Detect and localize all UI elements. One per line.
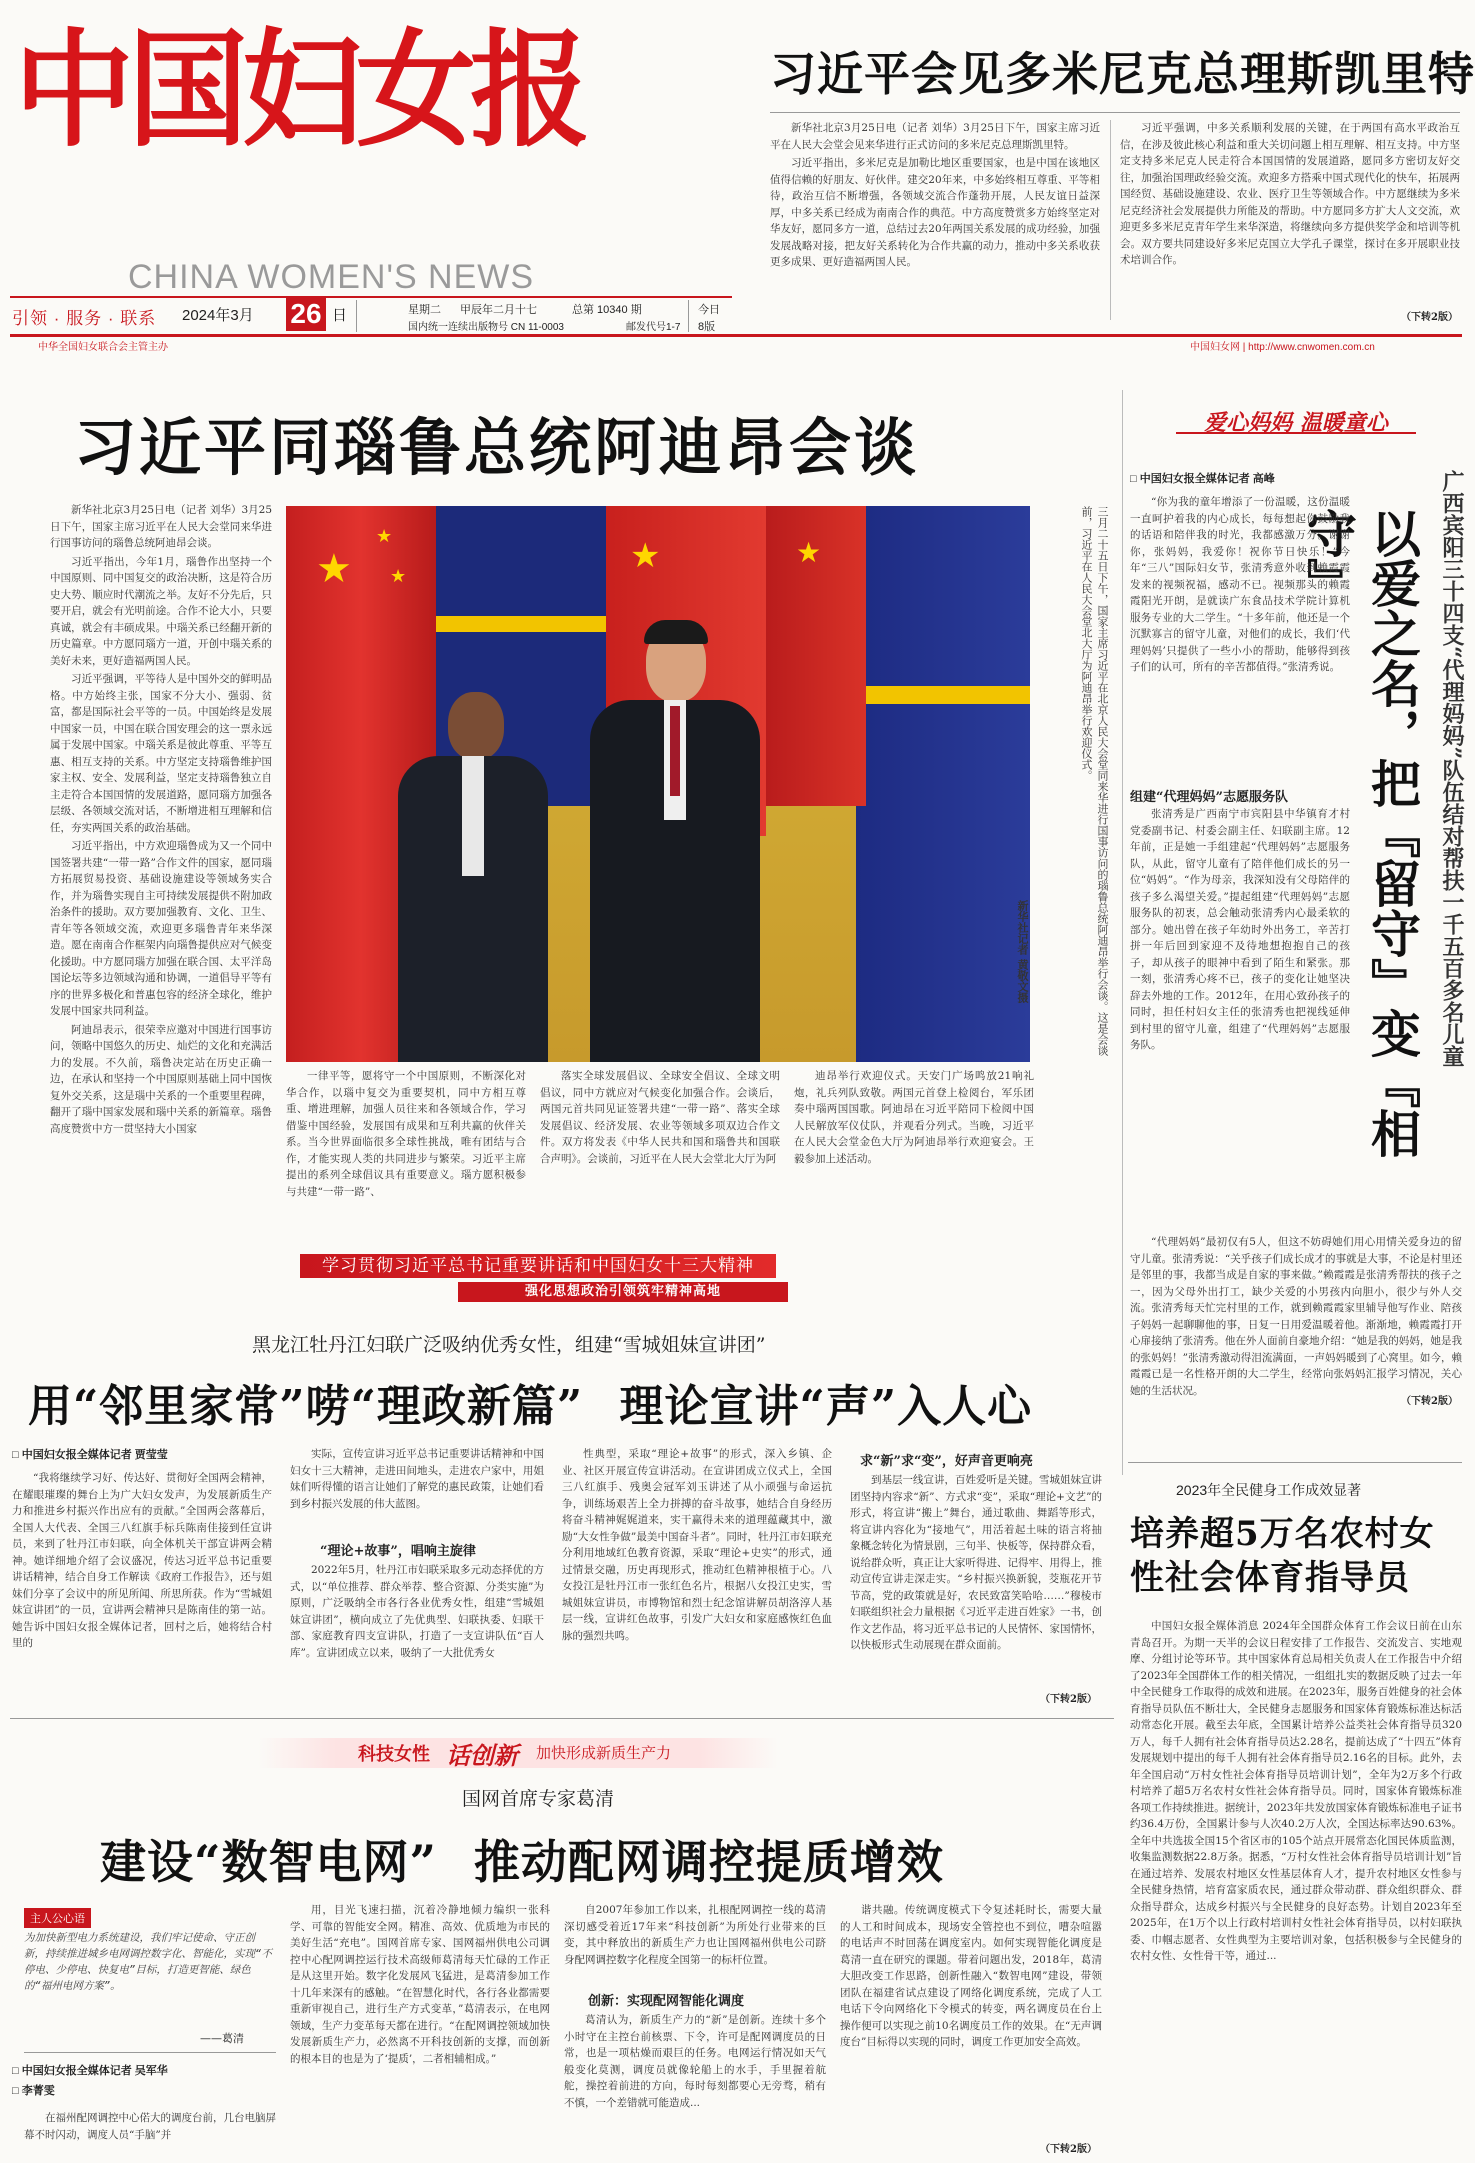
- lecture-headline[interactable]: 用“邻里家常”唠“理政新篇” 理论宣讲“声”入人心: [28, 1381, 1033, 1432]
- masthead-cn: 国内统一连续出版物号 CN 11-0003: [408, 322, 564, 333]
- right-story-byline: □ 中国妇女报全媒体记者 高峰: [1130, 473, 1275, 485]
- quote-box: 为加快新型电力系统建设，我们牢记使命、守正创新，持续推进城乡电网调控数字化、智能化，实现“不停电、少停电、快复电”目标，打造更智能、绿色的“福州电网方案”。: [24, 1932, 272, 1992]
- masthead-title: 中国妇女报: [14, 16, 584, 165]
- fitness-kicker: 2023年全民健身工作成效显著: [1176, 1482, 1362, 1498]
- fitness-body: 中国妇女报全媒体消息 2024年全国群众体育工作会议日前在山东青岛召开。为期一天半的会议日程安排了工作报告、交流发言、实地观摩、分组讨论等环节。其中国家体育总局相关负责人在工作报告中介绍了2023年全国群体工作的相关情况，一组组扎实的数据反映了过去一年中全民健身工作取得的成效和进展。在2023年，服务百姓健身的社会体育指导员队伍不断壮大，全民健身志愿服务和国家体育锻炼标准达标活动常态化开展。截至去年底，全国累计培养公益类社会体育指导员320万人，每千人拥有社会体育指导员达2.28名，提前达成了“十四五”体育发展规划中提出的每千人拥有社会体育指导员2.16名的目标。此外，去年全国启动“万村女性社会体育指导员培训计划”，全年为2万多个行政村培养了超5万名农村女性社会体育指导员。同时，国家体育锻炼标准各项工作持续推进。据统计，2023年共发放国家体育锻炼标准电子证书约36.4万份，全国累计参与人次40.2万人次，全国达标率达90.63%。全年中共选拔全国15个省区市的105个站点开展常态化国民体质监测，收集监测数据22.8万条。据悉，“万村女性社会体育指导员培训计划”旨在通过培养、发展农村地区女性基层体育人才，提升农村地区女性参与全民健身热情，培育富家质农民，通过群众带动群、群众组织群众、群众指导群众，达成乡村振兴与全民健身的良好态势。计划自2023年至2025年，在1万个以上行政村培训村女性社会体育指导员，以村妇联执委、巾帼志愿者、女性典型为主要培训对象，包括积极参与全民健身的农村女性、女性骨干等，通过...: [1130, 1620, 1462, 1962]
- masthead-lunar: 甲辰年二月十七: [460, 304, 537, 316]
- masthead-bottom-rule: [10, 334, 1462, 337]
- lecture-col4-head: 求“新”求“变”，好声音更响亮: [860, 1454, 1033, 1469]
- lecture-more[interactable]: （下转2版）: [1040, 1694, 1097, 1705]
- quote-author: ——葛清: [200, 2032, 244, 2045]
- grid-col3-body: 葛清认为，新质生产力的“新”是创新。连续十多个小时守在主控台前核票、下令，许可是配网调度员的日常，也是一项枯燥而艰巨的任务。电网运行情况如天气般变化莫测，调度员就像轮船上的水手，手里握着航舵，操控着前进的方向，每时每刻都要心无旁骛，稍有不慎，一个差错就可能造成...: [564, 2014, 826, 2109]
- main-story-bottom-col3: 迪昂举行欢迎仪式。天安门广场鸣放21响礼炮，礼兵列队致敬。两国元首登上检阅台，军乐团奏中瑙两国国歌。阿迪昂在习近平陪同下检阅中国人民解放军仪仗队，并观看分列式。当晚，习近平在人民大会堂金色大厅为阿迪昂举行欢迎宴会。王毅参加上述活动。: [794, 1070, 1034, 1165]
- grid-byline-2: □ 李菁雯: [12, 2085, 55, 2097]
- masthead-date: 2024年3月: [182, 307, 254, 324]
- grid-col2: 用，目光飞速扫描，沉着冷静地倾力编织一张科学、可靠的智能安全网。精准、高效、优质地为市民的美好生活“充电”。国网首席专家、国网福州供电公司调控中心配网调控运行技术高级师葛清每天忙碌的工作正是从这里开始。数字化发展风飞猛进，是葛清参加工作十几年来深有的感触。“在智慧化时代，各行各业都需要重新审视自己，进行生产方式变革，”葛清表示，在电网领域，生产力变革每天都在进行。“在配网调控领域加快发展新质生产力，必然离不开科技创新的支撑，而创新的根本目的也是为了‘提质’，二者相辅相成。”: [290, 1904, 550, 2065]
- tech-banner: 科技女性 话创新 加快形成新质生产力: [258, 1738, 778, 1768]
- sidebar-label: 主人公心语: [24, 1908, 91, 1928]
- masthead-weekday: 星期二: [408, 304, 441, 316]
- top-story-col1: 新华社北京3月25日电（记者 刘华）3月25日下午，国家主席习近平在人民大会堂会见来华进行正式访问的多米尼克总理斯凯里特。 习近平指出，多米尼克是加勒比地区重要国家，也是中国在该地区值得信赖的好朋友、好伙伴。建交20年来，中多始终相互尊重、平等相待，政治互信不断增强，各领域交流合作蓬勃开展，人民友谊日益深厚，中多关系已经成为南南合作的典范。中方高度赞赏多方始终坚定对华友好，愿同多方一道，总结过去20年两国关系发展的成功经验，加强发展战略对接，把友好关系转化为合作共赢的动力，推动中多关系收获更多成果、更好造福两国人民。: [770, 122, 1100, 268]
- masthead-website[interactable]: 中国妇女网 | http://www.cnwomen.com.cn: [1190, 342, 1375, 353]
- leader-right: [590, 626, 760, 1062]
- masthead-english: CHINA WOMEN'S NEWS: [128, 258, 535, 296]
- china-flag-mid: ★: [606, 506, 766, 836]
- fitness-headline[interactable]: 培养超5万名农村女性社会体育指导员: [1130, 1514, 1435, 1598]
- grid-headline[interactable]: 建设“数智电网” 推动配网调控提质增效: [100, 1835, 944, 1889]
- leader-left: [398, 692, 548, 1062]
- grid-more[interactable]: （下转2版）: [1040, 2144, 1097, 2155]
- right-story-col-bottom: “代理妈妈”最初仅有5人，但这不妨碍她们用心用情关爱身边的留守儿童。张清秀说：“关乎孩子们成长成才的事就是大事，不论是村里还是邻里的事，我都当成是自家的事来做。”赖霞霞是张清秀帮扶的孩子之一，因为父母外出打工，缺少关爱的小男孩内向胆小，很少与外人交流。张清秀每天忙完村里的工作，就到赖霞霞家里辅导他写作业、陪孩子妈妈一起聊聊他的事，日复一日用爱温暖着他。渐渐地，赖霞霞打开心扉接纳了张清秀。他在外人面前自豪地介绍：“她是我的妈妈，她是我的张妈妈！”张清秀激动得泪流满面，一声妈妈暖到了心窝里。如今，赖霞霞已是一名性格开朗的大二学生，经常向张妈妈汇报学习情况，关心她的生活状况。: [1130, 1236, 1462, 1397]
- grid-col4: 谐共融。传统调度模式下令复述耗时长，需要大量的人工和时间成本，现场安全管控也不到位，嘈杂喧嚣的电话声不时回荡在调度室内。如何实现智能化调度是葛清一直在研究的课题。带着问题出发，2018年，葛清大胆改变工作思路，创新性融入“数智电网”建设，带领团队在福建省试点建设了网络化调度系统，完成了人工电话下令向网络化下令模式的转变，两名调度员在台上操作便可以实现之前10名调度员工作的效果。在“无声调度台”目标得以实现的同时，调度工作更加安全高效。: [840, 1904, 1102, 2048]
- grid-kicker: 国网首席专家葛清: [462, 1788, 615, 1810]
- lecture-kicker: 黑龙江牡丹江妇联广泛吸纳优秀女性，组建“雪城姐妹宣讲团”: [252, 1334, 766, 1356]
- lecture-col2-top: 实际，宣传宣讲习近平总书记重要讲话精神和中国妇女十三大精神，走进田间地头，走进农户家中，用姐妹们听得懂的语言让她们了解党的惠民政策，让她们看到乡村振兴发展的伟大蓝图。: [290, 1448, 544, 1510]
- lecture-col4-body: 到基层一线宣讲，百姓爱听是关键。雪城姐妹宣讲团坚持内容求“新”、方式求“变”，采取“理论+文艺”的形式，将宣讲“搬上”舞台，通过歌曲、舞蹈等形式，将宣讲内容化为“接地气”，用活着起土味的语言将抽象概念转化为情景剧，三句半、快板等，保持群众看，说给群众听，真正让大家听得进、记得牢、用得上，推动宣传宣讲走深走实。“乡村振兴换新貌，茭瓶花开节节高，党的政策就是好，农民致富笑哈哈……”穆棱市妇联组织社会力量根据《习近平走进百姓家》一书，创作文艺作品，将习近平总书记的人民情怀、家国情怀，以快板形式生动展现在群众面前。: [850, 1474, 1102, 1651]
- masthead-rule: [10, 296, 732, 298]
- lecture-col1: “我将继续学习好、传达好、贯彻好全国两会精神，在耀眼璀璨的舞台上为广大妇女发声，为发展新质生产力和推进乡村振兴作出应有的贡献。”全国两会落幕后，全国人大代表、全国三八红旗手标兵陈南佳接到任宣讲员，来到了牡丹江市妇联，向全体机关干部宣讲两会精神。她详细地介绍了会议盛况，传达习近平总书记重要讲话精神，结合自身工作解读《政府工作报告》，还与姐妹们分享了会议中的所见所闻、所思所获。作为“雪城姐妹宣讲团”的一员，宣讲两会精神只是陈南佳的第一站。她告诉中国妇女报全媒体记者，回村之后，她将结合村里的: [12, 1472, 272, 1649]
- right-story-subhead: 组建“代理妈妈”志愿服务队: [1130, 790, 1288, 805]
- lecture-col2-body: 2022年5月，牡丹江市妇联采取多元动态择优的方式，以“单位推荐、群众举荐、整合资源、分类实施”为原则，广泛吸纳全市各行各业优秀女性，组建“雪城姐妹宣讲团”，横向成立了先优典型、妇联执委、妇联干部、家庭教育四支宣讲队，打造了一支宣讲队伍“百人库”。宣讲团成立以来，吸纳了一大批优秀女: [290, 1564, 544, 1659]
- main-photo[interactable]: [286, 506, 1030, 1062]
- grid-byline-1: □ 中国妇女报全媒体记者 吴军华: [12, 2065, 168, 2077]
- main-story-headline[interactable]: 习近平同瑙鲁总统阿迪昂会谈: [74, 411, 920, 484]
- china-flag-right: ★: [766, 506, 866, 806]
- main-story-bottom-col2: 落实全球发展倡议、全球安全倡议、全球文明倡议，同中方就应对气候变化加强合作。会谈后，两国元首共同见证签署共建“一带一路”、落实全球发展倡议、经济发展、农业等领域多项双边合作文件。双方将发表《中华人民共和国和瑙鲁共和国联合声明》。会谈前，习近平在人民大会堂北大厅为阿: [540, 1070, 780, 1165]
- top-story-col2: 习近平强调，中多关系顺利发展的关键，在于两国有高水平政治互信，在涉及彼此核心利益和重大关切问题上相互理解、相互支持。中方坚定支持多米尼克人民走符合本国国情的发展道路，愿同多方密切友好交往，加强治国理政经验交流。欢迎多方搭乘中国式现代化的快车，拓展两国经贸、基础设施建设、农业、医疗卫生等领域合作。中方愿继续为多米尼克经济社会发展提供力所能及的帮助。中方愿同多方扩大人文交流，欢迎更多多米尼克青年学生来华深造，将继续向多方提供奖学金和培训等机会。双方要共同建设好多米尼克国立大学孔子课堂，探讨在多开展职业技术培训合作。: [1120, 122, 1460, 266]
- grid-col3: 自2007年参加工作以来，扎根配网调控一线的葛清深切感受着近17年来“科技创新”为所处行业带来的巨变，其中释放出的新质生产力也让国网福州供电公司跻身配网调控数字化程度全国第一的标杆位置。: [564, 1904, 826, 1966]
- lecture-byline: □ 中国妇女报全媒体记者 贾莹莹: [12, 1449, 168, 1461]
- right-story-headline[interactable]: 以爱之名，把『留守』变『相守』: [1299, 508, 1422, 1158]
- grid-col1: 在福州配网调控中心偌大的调度台前，几台电脑屏幕不时闪动，调度人员“手脑”并: [24, 2112, 276, 2141]
- study-banner-sub: 强化思想政治引领筑牢精神高地: [458, 1282, 788, 1302]
- right-story-col-top: “你为我的童年增添了一份温暖，这份温暖一直呵护着我的内心成长，每每想起你鼓励我的话语和陪伴我的时光，我都感激万分。谢谢你，张妈妈，我爱你！祝你节日快乐！”今年“三八”国际妇女节，张清秀意外收到赖霞霞发来的视频祝福，感动不已。视频那头的赖霞霞阳光开朗，是就读广东食品技术学院计算机服务专业的大二学生。“十多年前，他还是一个沉默寡言的留守儿童，对他们的成长，我们‘代理妈妈’只提供了一些小小的帮助，能够得到孩子们的认可，所有的辛苦都值得。”张清秀说。: [1130, 496, 1350, 673]
- top-story-headline[interactable]: 习近平会见多米尼克总理斯凯里特: [770, 47, 1475, 101]
- masthead-pages: 8版: [698, 321, 716, 333]
- main-story-left-col: 新华社北京3月25日电（记者 刘华）3月25日下午，国家主席习近平在人民大会堂同来华进行国事访问的瑙鲁总统阿迪昂会谈。 习近平指出，今年1月，瑙鲁作出坚持一个中国原则、同中国复交的政治决断，这是符合历史大势、顺应时代潮流之举。友好不分先后，只要开启，就会有光明前途。合作不论大小，只要真诚，就会有丰硕成果。中瑙关系已经翻开新的历史篇章。中方愿同瑙方一道，开创中瑙关系的美好未来，更好造福两国人民。 习近平强调，平等待人是中国外交的鲜明品格。中方始终主张，国家不分大小、强弱、贫富，都是国际社会平等的一员。中国始终是发展中国家一员，中国在联合国安理会的这一票永远属于发展中国家。中瑙关系是彼此尊重、平等互惠、相互支持的关系。中方坚定支持瑙鲁维护国家主权、安全、发展利益，坚定支持瑙鲁独立自主走符合本国国情的发展道路，愿同瑙方加强各层级、各领域交流对话，不断增进相互理解和信任，夯实两国关系的政治基础。 习近平指出，中方欢迎瑙鲁成为又一个同中国签署共建“一带一路”合作文件的国家，愿同瑙方拓展贸易投资、基础设施建设等领域务实合作，并为瑙鲁实现自主可持续发展提供不附加政治条件的援助。双方要加强教育、文化、卫生、青年等各领域交流，欢迎更多瑙鲁青年来华深造。愿在南南合作框架内向瑙鲁提供应对气候变化援助。中方愿同瑙方加强在联合国、太平洋岛国论坛等多边领域沟通和协调，一道倡导平等有序的世界多极化和普惠包容的经济全球化，维护发展中国家共同利益。 阿迪昂表示，很荣幸应邀对中国进行国事访问，领略中国悠久的历史、灿烂的文化和充满活力的发展。不久前，瑙鲁决定站在历史正确一边，在承认和坚持一个中国原则基础上同中国恢复外交关系，这是瑙中关系的一个重要里程碑，翻开了瑙中国家发展和瑙中关系的新篇章。瑙鲁高度赞赏中方一贯坚持大小国家: [50, 504, 272, 1135]
- masthead-postal: 邮发代号1-7: [626, 322, 681, 333]
- masthead-day: 26: [286, 297, 326, 331]
- masthead-issue: 总第 10340 期: [572, 304, 642, 316]
- grid-col3-head: 创新：实现配网智能化调度: [588, 1994, 745, 2009]
- right-story-banner: 爱心妈妈 温暖童心: [1176, 406, 1416, 434]
- lecture-col2-head: “理论+故事”，唱响主旋律: [320, 1544, 476, 1559]
- right-story-more[interactable]: （下转2版）: [1401, 1396, 1458, 1407]
- main-story-bottom-col1: 一律平等，愿将守一个中国原则，不断深化对华合作，以瑙中复交为重要契机，同中方相互尊重、增进理解，加强人员往来和各领域合作，学习借鉴中国经验，发展国有成果和互利共赢的伙伴关系。当今世界面临很多全球性挑战，唯有团结与合作，才能实现人类的共同进步与繁荣。习近平主席提出的系列全球倡议具有重要意义。瑙方愿积极参与共建“一带一路”、: [286, 1070, 526, 1198]
- masthead-motto: 引领 · 服务 · 联系: [12, 309, 157, 328]
- masthead-today: 今日: [698, 304, 720, 316]
- study-banner: 学习贯彻习近平总书记重要讲话和中国妇女十三大精神: [300, 1254, 776, 1278]
- nauru-flag-right: [856, 506, 1030, 1062]
- photo-caption: 三月二十五日下午，国家主席习近平在北京人民大会堂同来华进行国事访问的瑙鲁总统阿迪昂举行会谈。这是会谈前，习近平在人民大会堂北大厅为阿迪昂举行欢迎仪式。: [1080, 506, 1109, 1056]
- right-story-col-mid: 张清秀是广西南宁市宾阳县中华镇育才村党委副书记、村委会副主任、妇联副主席。12年前，正是她一手组建起“代理妈妈”志愿服务队，从此，留守儿童有了陪伴他们成长的另一位“妈妈”。“作为母亲，我深知没有父母陪伴的孩子多么渴望关爱。”提起组建“代理妈妈”志愿服务队的初衷，总会触动张清秀内心最柔软的部分。她出曾在孩子年幼时外出务工，辛苦打拼一年后回到家迎不及待地想抱抱自己的孩子，却从孩子的眼神中看到了陌生和紧张。那一刻，张清秀心疼不已，孩子的变化让她坚决辞去外地的工作。2012年，在用心致孙孩子的同时，担任村妇女主任的张清秀也把视线延伸到村里的留守儿童，组建了“代理妈妈”志愿服务队。: [1130, 808, 1350, 1051]
- china-flag-left: ★ ★ ★: [286, 506, 436, 1062]
- masthead-sponsor: 中华全国妇女联合会主管主办: [38, 342, 168, 353]
- masthead-day-suffix: 日: [332, 307, 348, 324]
- top-story-more[interactable]: （下转2版）: [1401, 312, 1458, 323]
- photo-credit: 新华社记者 黄敬文摄: [1016, 900, 1029, 1003]
- lecture-col3: 性典型，采取“理论+故事”的形式，深入乡镇、企业、社区开展宣传宣讲活动。在宣讲团成立仪式上，全国三八红旗手、残奥会冠军刘玉讲述了从小顽强与命运抗争，训练场艰苦上全力拼搏的奋斗故事，她结合自身经历将奋斗精神娓娓道来，实干赢得未来的道理蕴藏其中，激励“大女性争做”最美中国奋斗者”。同时，牡丹江市妇联充分利用地域红色教育资源，采取“理论+史实”的形式，通过情景交融，历史再现形式，推动红色精神根植于心。八女投江是牡丹江市一张红色名片，根据八女投江史实，雪城姐妹宣讲员，市博物馆和烈士纪念馆讲解员胡洛淳人基层一线，宣讲红色故事，引发广大妇女和家庭感恢红色血脉的强烈共鸣。: [562, 1448, 832, 1642]
- right-story-kicker: 广西宾阳三十四支“代理妈妈”队伍结对帮扶一千五百多名儿童: [1439, 470, 1465, 1068]
